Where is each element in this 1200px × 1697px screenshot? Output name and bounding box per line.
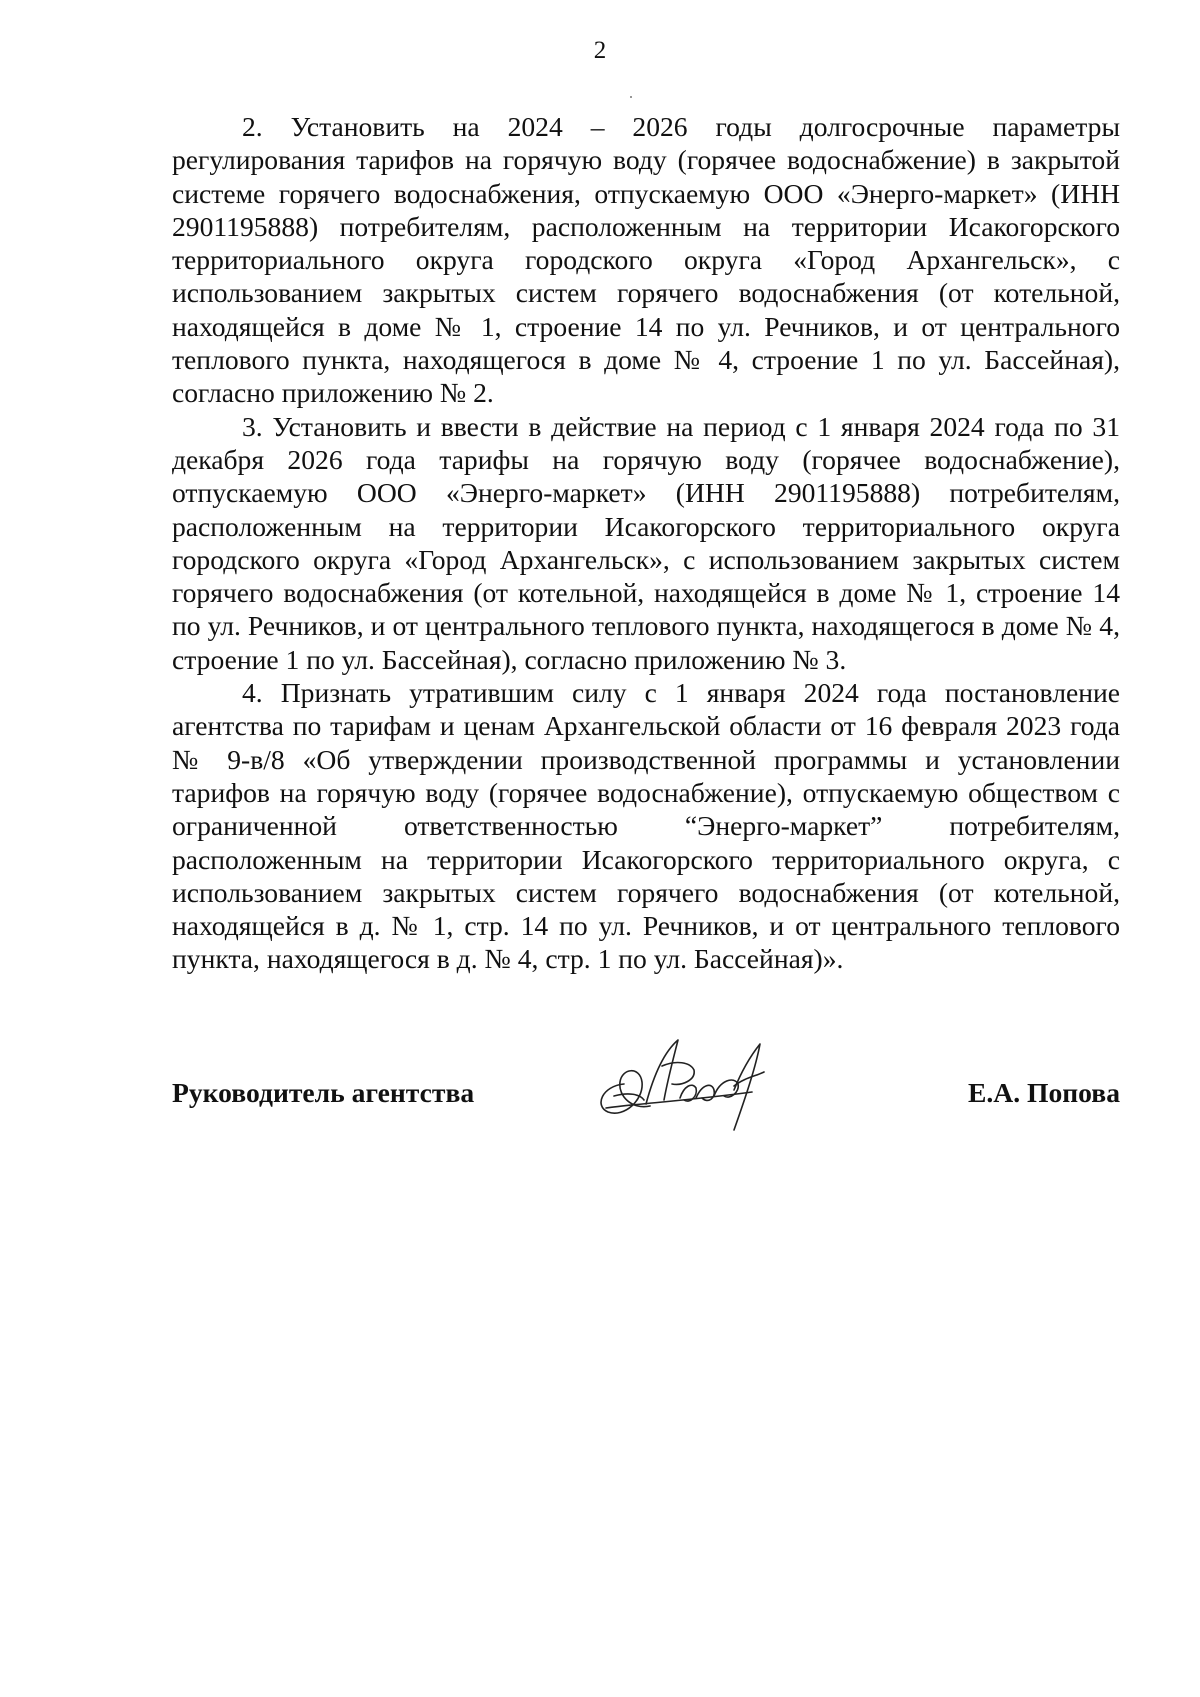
- scan-speck: [630, 96, 632, 98]
- document-body: [172, 110, 1120, 976]
- paragraph-4: 4. Признать утратившим силу с 1 января 2024 года постановление агентства по тарифам и ценам Архангельской области от 16 февраля 2023 года № 9-в/8 «Об утверждении производственной программы и установлении тарифов на горячую воду (горячее водоснабжение), отпускаемую обществом с ограниченной ответственностью “Энерго-маркет” потребителям, расположенным на территории Исакогорского территориального округа, с использованием закрытых систем горячего водоснабжения (от котельной, находящейся в д. № 1, стр. 14 по ул. Речников, и от центрального теплового пункта, находящегося в д. № 4, стр. 1 по ул. Бассейная)».: [172, 677, 1120, 975]
- paragraph-2: 2. Установить на 2024 – 2026 годы долгосрочные параметры регулирования тарифов на горячую воду (горячее водоснабжение) в закрытой системе горячего водоснабжения, отпускаемую ООО «Энерго-маркет» (ИНН 2901195888) потребителям, расположенным на территории Исакогорского территориального округа городского округа «Город Архангельск», с использованием закрытых систем горячего водоснабжения (от котельной, находящейся в доме № 1, строение 14 по ул. Речников, и от центрального теплового пункта, находящегося в доме № 4, строение 1 по ул. Бассейная), согласно приложению № 2.: [172, 111, 1120, 409]
- handwritten-signature: [584, 1026, 774, 1136]
- page-number: 2: [593, 37, 607, 64]
- signature-block: [172, 1050, 1120, 1170]
- signatory-name: Е.А. Попова: [968, 1077, 1120, 1108]
- signatory-position: Руководитель агентства: [172, 1077, 475, 1108]
- paragraph-3: 3. Установить и ввести в действие на период с 1 января 2024 года по 31 декабря 2026 года тарифы на горячую воду (горячее водоснабжение), отпускаемую ООО «Энерго-маркет» (ИНН 2901195888) потребителям, расположенным на территории Исакогорского территориального округа городского округа «Город Архангельск», с использованием закрытых систем горячего водоснабжения (от котельной, находящейся в доме № 1, строение 14 по ул. Речников, и от центрального теплового пункта, находящегося в доме № 4, строение 1 по ул. Бассейная), согласно приложению № 3.: [172, 410, 1120, 675]
